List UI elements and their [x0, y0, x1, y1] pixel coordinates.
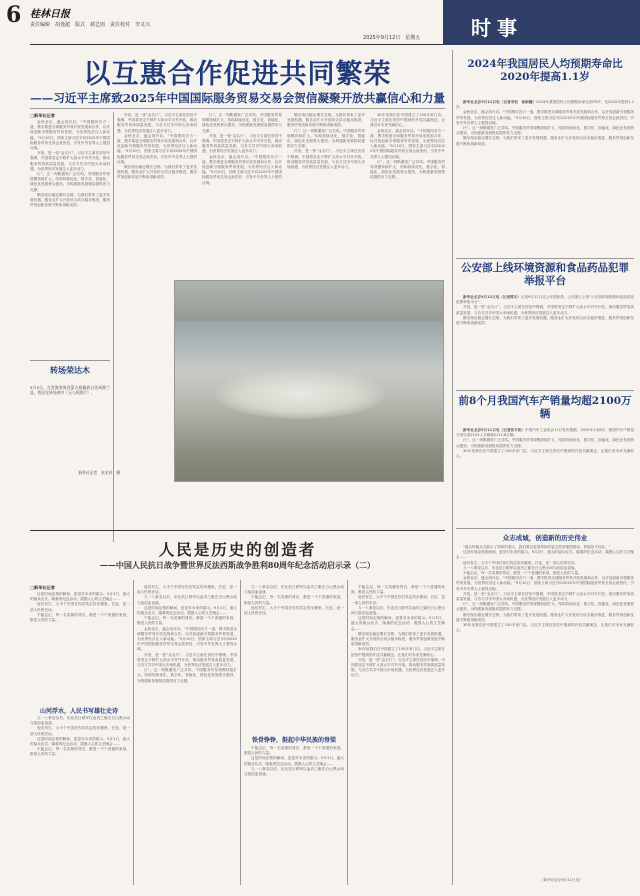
column-divider: [133, 580, 134, 885]
paragraph: 30年里我们在中国建立了150多家门店。习近平主席在贺信中提到的开放共赢理念，让我们对未来充满信心。: [351, 647, 445, 657]
paragraph: 行”。这一判断激发广泛共鸣。中国服务贸易规模持续扩大，结构持续优化，数字化、智能化、绿色化发展势头强劲，为构建新发展格局提供有力支撑。: [202, 113, 282, 133]
lead-column-4: [287, 113, 365, 278]
paragraph: 金秋北京，盛会再开启。“中国愿同各方一道，携手推进全球服务贸易开放发展和合作，以开放创新引领服务贸易发展，为世界经济注入新动能。”9月10日，国家主席习近平向2025年中国国际服务贸易交易会致贺信，引发中外各界人士强烈反响。: [117, 133, 197, 164]
paragraph: 他们有生，大半个中国在你们笃定的步履里。长征，是一部人民的史诗。: [244, 605, 344, 616]
paragraph: 额呈现出稳定增长态势。为我们带来了更多发展机遇，服务业扩大开放综合试点稳步推进，服务贸易创新发展不断取得新成效。: [287, 113, 365, 128]
paragraph: 开放，是一张“金名片”。习近平主席在贺信中强调，中国将坚定不移扩大高水平对外开放，推动服务贸易高质量发展，与各方共享中国大市场机遇，为世界经济发展注入更多动力。: [202, 133, 282, 154]
paragraph: 行”。这一判断激发广泛共鸣。中国服务贸易规模持续扩大，结构持续优化，数字化、智能化、绿色化发展势头强劲，为构建新发展格局提供有力支撑。: [370, 159, 445, 180]
second-column-1b: [30, 716, 130, 886]
story-body: [456, 295, 634, 387]
second-column-3: [244, 585, 344, 730]
paragraph: 他们有生，大半个中国在你们笃定的步履里。长征，是一部人民的史诗。: [463, 560, 578, 565]
lead-column-1: [30, 120, 110, 348]
second-headline[interactable]: 人民是历史的创造者: [158, 540, 317, 559]
sheep-flock: [215, 369, 385, 419]
paragraph: 金秋北京，盛会再开启。“中国愿同各方一道，携手推进全球服务贸易开放发展和合作，以开放创新引领服务贸易发展，为世界经济注入新动能。”9月10日，国家主席习近平向2025年中国国际服务贸易交易会致贺信，引发中外各界人士强烈反响。: [137, 626, 237, 652]
paragraph: 额呈现出稳定增长态势。为我们带来了更多发展机遇，服务业扩大开放综合试点稳步推进，服务贸易创新发展不断取得新成效。: [117, 165, 197, 180]
issue-date: 2025年9月12日 星期五: [363, 35, 421, 41]
paragraph: 不能忘记，每一名英雄的背后，都是一个个普通的家庭，都是人民的力量。: [244, 746, 344, 756]
dateline: 新华社北京9月11日电（记者李恒 徐硕巍）: [463, 100, 537, 104]
masthead: [0, 0, 640, 40]
paragraph: 开放，是一张“金名片”。习近平主席在贺信中强调，中国将坚定不移扩大高水平对外开放，推动服务贸易高质量发展，与各方共享中国大市场机遇，为世界经济发展注入更多动力。: [137, 652, 237, 668]
paragraph: 不能忘记，每一名英雄的背后，都是一个个普通的家庭，都是人民的力量。: [30, 612, 130, 623]
paragraph: 不能忘记，每一名英雄的背后，都是一个个普通的家庭，都是人民的力量。: [351, 585, 445, 595]
paragraph: 这是时间定格的瞬间，更是对未来的昭示。9月3日，盛大的阅兵仪式，隆重的纪念活动，震撼人心的文艺晚会……: [244, 756, 344, 766]
second-column-2: [137, 585, 237, 885]
paragraph: 开放，是一张“金名片”。习近平主席在贺信中强调，中国将坚定不移扩大高水平对外开放，推动服务贸易高质量发展，与各方共享中国大市场机遇，为世界经济发展注入更多动力。: [351, 657, 445, 678]
newspaper-logo: 桂林日报: [30, 9, 70, 20]
paragraph: 30年里我们在中国建立了150多家门店。习近平主席在贺信中提到的开放共赢理念，让我们对未来充满信心。: [370, 113, 445, 128]
page-number: 6: [6, 2, 22, 28]
paragraph: 九一八事变以后，东北抗日联军以血肉之躯在白山黑水间与敌浴血奋战。: [137, 595, 237, 605]
paragraph: 额呈现出稳定增长态势。为我们带来了更多发展机遇，服务业扩大开放综合试点稳步推进，服务贸易创新发展不断取得新成效。: [456, 315, 634, 326]
paragraph: 开放，是一张“金名片”。习近平主席在贺信中强调，中国将坚定不移扩大高水平对外开放，推动服务贸易高质量发展，与各方共享中国大市场机遇，为世界经济发展注入更多动力。: [117, 113, 197, 133]
lake-area: [175, 321, 443, 366]
divider: [30, 360, 110, 361]
photo-caption: 9月9日，在青海省海西蒙古族藏族自治州都兰县，牧民在转场途中（无人机照片）。: [30, 385, 110, 395]
lead-subheadline: ——习近平主席致2025年中国国际服务贸易交易会贺信凝聚开放共赢信心和力量: [30, 91, 445, 105]
column-divider: [113, 112, 114, 542]
column-divider: [452, 50, 453, 885]
second-column-3b: [244, 746, 344, 886]
paragraph: 九一八事变以后，东北抗日联军以血肉之躯在白山黑水间与敌浴血奋战。: [30, 716, 130, 726]
header-rule: [30, 44, 445, 45]
paragraph: 额呈现出稳定增长态势。为我们带来了更多发展机遇，服务业扩大开放综合试点稳步推进，服务贸易创新发展不断取得新成效。: [30, 192, 110, 208]
paragraph: 行”。这一判断激发广泛共鸣。中国服务贸易规模持续扩大，结构持续优化，数字化、智能化、绿色化发展势头强劲，为构建新发展格局提供有力支撑。: [456, 126, 634, 136]
paragraph: 行”。这一判断激发广泛共鸣。中国服务贸易规模持续扩大，结构持续优化，数字化、智能化、绿色化发展势头强劲，为构建新发展格局提供有力支撑。: [456, 602, 634, 612]
story-title[interactable]: 前8个月我国汽车产销量均超2100万辆: [458, 395, 632, 420]
section-divider: [30, 530, 445, 531]
story-footer: （新华社北京9月11日电）: [540, 878, 583, 882]
photo-side-title: 转场荣达木: [50, 365, 90, 375]
photo-credit: 新华社记者 张宏祥 摄: [78, 470, 120, 475]
paragraph: 开放，是一张“金名片”。习近平主席在贺信中强调，中国将坚定不移扩大高水平对外开放，推动服务贸易高质量发展，与各方共享中国大市场机遇，为世界经济发展注入更多动力。: [287, 149, 365, 170]
paragraph: 他们有生，大半个中国在你们笃定的步履里。长征，是一部人民的史诗。: [137, 585, 237, 595]
lead-column-3: [202, 113, 282, 278]
staff-credits: 责任编辑 胡逸超 版式 郝艺雨 责任校对 李义兴: [30, 22, 151, 28]
paragraph: 金秋北京，盛会再开启。“中国愿同各方一道，携手推进全球服务贸易开放发展和合作，以开放创新引领服务贸易发展，为世界经济注入新动能。”9月10日，国家主席习近平向2025年中国国际服务贸易交易会致贺信，引发中外各界人士强烈反响。: [456, 110, 634, 125]
paragraph: 九一八事变以后，东北抗日联军以血肉之躯在白山黑水间与敌浴血奋战。: [244, 766, 344, 777]
paragraph: 行”。这一判断激发广泛共鸣。中国服务贸易规模持续扩大，结构持续优化，数字化、智能化、绿色化发展势头强劲，为构建新发展格局提供有力支撑。: [30, 172, 110, 192]
paragraph: 他们有生，大半个中国在你们笃定的步履里。长征，是一部人民的史诗。: [351, 595, 445, 605]
second-subheadline: ——中国人民抗日战争暨世界反法西斯战争胜利80周年纪念活动启示录（二）: [99, 560, 376, 570]
paragraph: 额呈现出稳定增长态势。为我们带来了更多发展机遇，服务业扩大开放综合试点稳步推进，服务贸易创新发展不断取得新成效。: [456, 612, 634, 622]
paragraph: 金秋北京，盛会再开启。“中国愿同各方一道，携手推进全球服务贸易开放发展和合作，以开放创新引领服务贸易发展，为世界经济注入新动能。”9月10日，国家主席习近平向2025年中国国际服务贸易交易会致贺信，引发中外各界人士强烈反响。: [202, 154, 282, 185]
story-body: [456, 428, 634, 520]
lead-byline: □新华社记者: [30, 113, 55, 118]
paragraph: 行”。这一判断激发广泛共鸣。中国服务贸易规模持续扩大，结构持续优化，数字化、智能化、绿色化发展势头强劲，为构建新发展格局提供有力支撑。: [456, 438, 634, 448]
paragraph: 这是时间定格的瞬间，更是对未来的昭示。9月3日，盛大的阅兵仪式，隆重的纪念活动，震撼人心的文艺晚会……: [30, 736, 130, 747]
lead-headline[interactable]: 以互惠合作促进共同繁荣: [83, 59, 392, 90]
divider: [456, 258, 634, 259]
story-title[interactable]: 众志成城，创造新的历史伟业: [502, 534, 588, 542]
news-photo[interactable]: [174, 280, 444, 482]
dateline: 新华社北京9月11日电（记者张辛欣）: [463, 428, 525, 432]
paragraph: 这是时间定格的瞬间，更是对未来的昭示。9月3日，盛大的阅兵仪式，隆重的纪念活动，震撼人心的文艺晚会……: [30, 592, 130, 602]
paragraph: 不能忘记，每一名英雄的背后，都是一个个普通的家庭，都是人民的力量。: [137, 616, 237, 626]
dateline: 新华社北京9月11日电（记者熊丰）: [463, 295, 521, 299]
paragraph: 九一八事变以后，东北抗日联军以血肉之躯在白山黑水间与敌浴血奋战。: [463, 565, 578, 570]
paragraph: 不能忘记，每一名英雄的背后，都是一个个普通的家庭，都是人民的力量。: [244, 595, 344, 605]
story-text: 记者9月11日从公安部获悉，公安部已上线“公安部环境资源和食品药品犯罪举报平台”。: [456, 295, 634, 305]
paragraph: 他们有生，大半个中国在你们笃定的步履里。长征，是一部人民的史诗。: [30, 726, 130, 736]
divider: [456, 390, 634, 391]
paragraph: 这是时间定格的瞬间，更是对未来的昭示。9月3日，盛大的阅兵仪式，隆重的纪念活动，震撼人心的文艺晚会……: [351, 616, 445, 631]
second-column-1: [30, 592, 130, 702]
story-body: [456, 545, 634, 867]
paragraph: 金秋北京，盛会再开启。“中国愿同各方一道，携手推进全球服务贸易开放发展和合作，以开放创新引领服务贸易发展，为世界经济注入新动能。”9月10日，国家主席习近平向2025年中国国际服务贸易交易会致贺信，引发中外各界人士强烈反响。: [30, 120, 110, 151]
lead-column-5: [370, 113, 445, 278]
paragraph: 九一八事变以后，东北抗日联军以血肉之躯在白山黑水间与敌浴血奋战。: [351, 605, 445, 616]
lead-column-2: [117, 113, 197, 278]
paragraph: 行”。这一判断激发广泛共鸣。中国服务贸易规模持续扩大，结构持续优化，数字化、智能化、绿色化发展势头强劲，为构建新发展格局提供有力支撑。: [287, 128, 365, 149]
divider: [30, 108, 445, 109]
story-title[interactable]: 公安部上线环境资源和食品药品犯罪举报平台: [461, 262, 629, 287]
story-title[interactable]: 2024年我国居民人均预期寿命比2020年提高1.1岁: [467, 58, 623, 83]
paragraph: 额呈现出稳定增长态势。为我们带来了更多发展机遇，服务业扩大开放综合试点稳步推进，服务贸易创新发展不断取得新成效。: [456, 136, 634, 146]
second-column-4: [351, 585, 445, 885]
paragraph: 九一八事变以后，东北抗日联军以血肉之躯在白山黑水间与敌浴血奋战。: [244, 585, 344, 595]
paragraph: 30年里我们在中国建立了150多家门店。习近平主席在贺信中提到的开放共赢理念，让我们对未来充满信心。: [456, 448, 634, 459]
paragraph: 开放，是一张“金名片”。习近平主席在贺信中强调，中国将坚定不移扩大高水平对外开放，推动服务贸易高质量发展，与各方共享中国大市场机遇，为世界经济发展注入更多动力。: [456, 305, 634, 315]
column-divider: [347, 580, 348, 885]
story-text: “盛大的阅兵式展示了国家的强大，我们要以更加昂扬的姿态投身强国建设、民族复兴伟业。”: [463, 545, 611, 549]
second-byline: □新华社记者: [30, 585, 55, 590]
section-heading: 山河浮水，人民书写雄壮史诗: [40, 708, 119, 715]
divider: [456, 528, 634, 529]
story-text: 2024年我国居民人均预期寿命达到79岁，比2020年提高1.1岁。: [456, 100, 634, 110]
paragraph: 额呈现出稳定增长态势。为我们带来了更多发展机遇，服务业扩大开放综合试点稳步推进，服务贸易创新发展不断取得新成效。: [351, 631, 445, 647]
paragraph: 不能忘记，每一名英雄的背后，都是一个个普通的家庭，都是人民的力量。: [30, 747, 130, 757]
paragraph: 这是时间定格的瞬间，更是对未来的昭示。9月3日，盛大的阅兵仪式，隆重的纪念活动，震撼人心的文艺晚会……: [456, 550, 634, 560]
paragraph: 这是时间定格的瞬间，更是对未来的昭示。9月3日，盛大的阅兵仪式，隆重的纪念活动，震撼人心的文艺晚会……: [137, 605, 237, 616]
paragraph: 30年里我们在中国建立了150多家门店。习近平主席在贺信中提到的开放共赢理念，让我们对未来充满信心。: [456, 623, 634, 633]
rubric-label: 时事: [471, 16, 523, 40]
story-body: [456, 100, 634, 256]
story-text: 中国汽车工业协会11日发布数据，2025年1至8月，我国汽车产销量分别完成2105.1万辆和2112.8万辆。: [456, 428, 634, 438]
paragraph: 开放，是一张“金名片”。习近平主席在贺信中强调，中国将坚定不移扩大高水平对外开放，推动服务贸易高质量发展，与各方共享中国大市场机遇，为世界经济发展注入更多动力。: [30, 151, 110, 171]
column-divider: [240, 580, 241, 885]
paragraph: 行”。这一判断激发广泛共鸣。中国服务贸易规模持续扩大，结构持续优化，数字化、智能化、绿色化发展势头强劲，为构建新发展格局提供有力支撑。: [137, 668, 237, 683]
paragraph: 不能忘记，每一名英雄的背后，都是一个个普通的家庭，都是人民的力量。: [463, 571, 582, 576]
section-heading: 铁骨铮铮，挺起中华民族的脊梁: [252, 737, 337, 744]
paragraph: 金秋北京，盛会再开启。“中国愿同各方一道，携手推进全球服务贸易开放发展和合作，以开放创新引领服务贸易发展，为世界经济注入新动能。”9月10日，国家主席习近平向2025年中国国际服务贸易交易会致贺信，引发中外各界人士强烈反响。: [370, 128, 445, 159]
paragraph: 他们有生，大半个中国在你们笃定的步履里。长征，是一部人民的史诗。: [30, 602, 130, 612]
paragraph: 开放，是一张“金名片”。习近平主席在贺信中强调，中国将坚定不移扩大高水平对外开放，推动服务贸易高质量发展，与各方共享中国大市场机遇，为世界经济发展注入更多动力。: [456, 591, 634, 602]
paragraph: 金秋北京，盛会再开启。“中国愿同各方一道，携手推进全球服务贸易开放发展和合作，以开放创新引领服务贸易发展，为世界经济注入新动能。”9月10日，国家主席习近平向2025年中国国际服务贸易交易会致贺信，引发中外各界人士强烈反响。: [456, 576, 634, 591]
section-rubric: [443, 0, 640, 45]
